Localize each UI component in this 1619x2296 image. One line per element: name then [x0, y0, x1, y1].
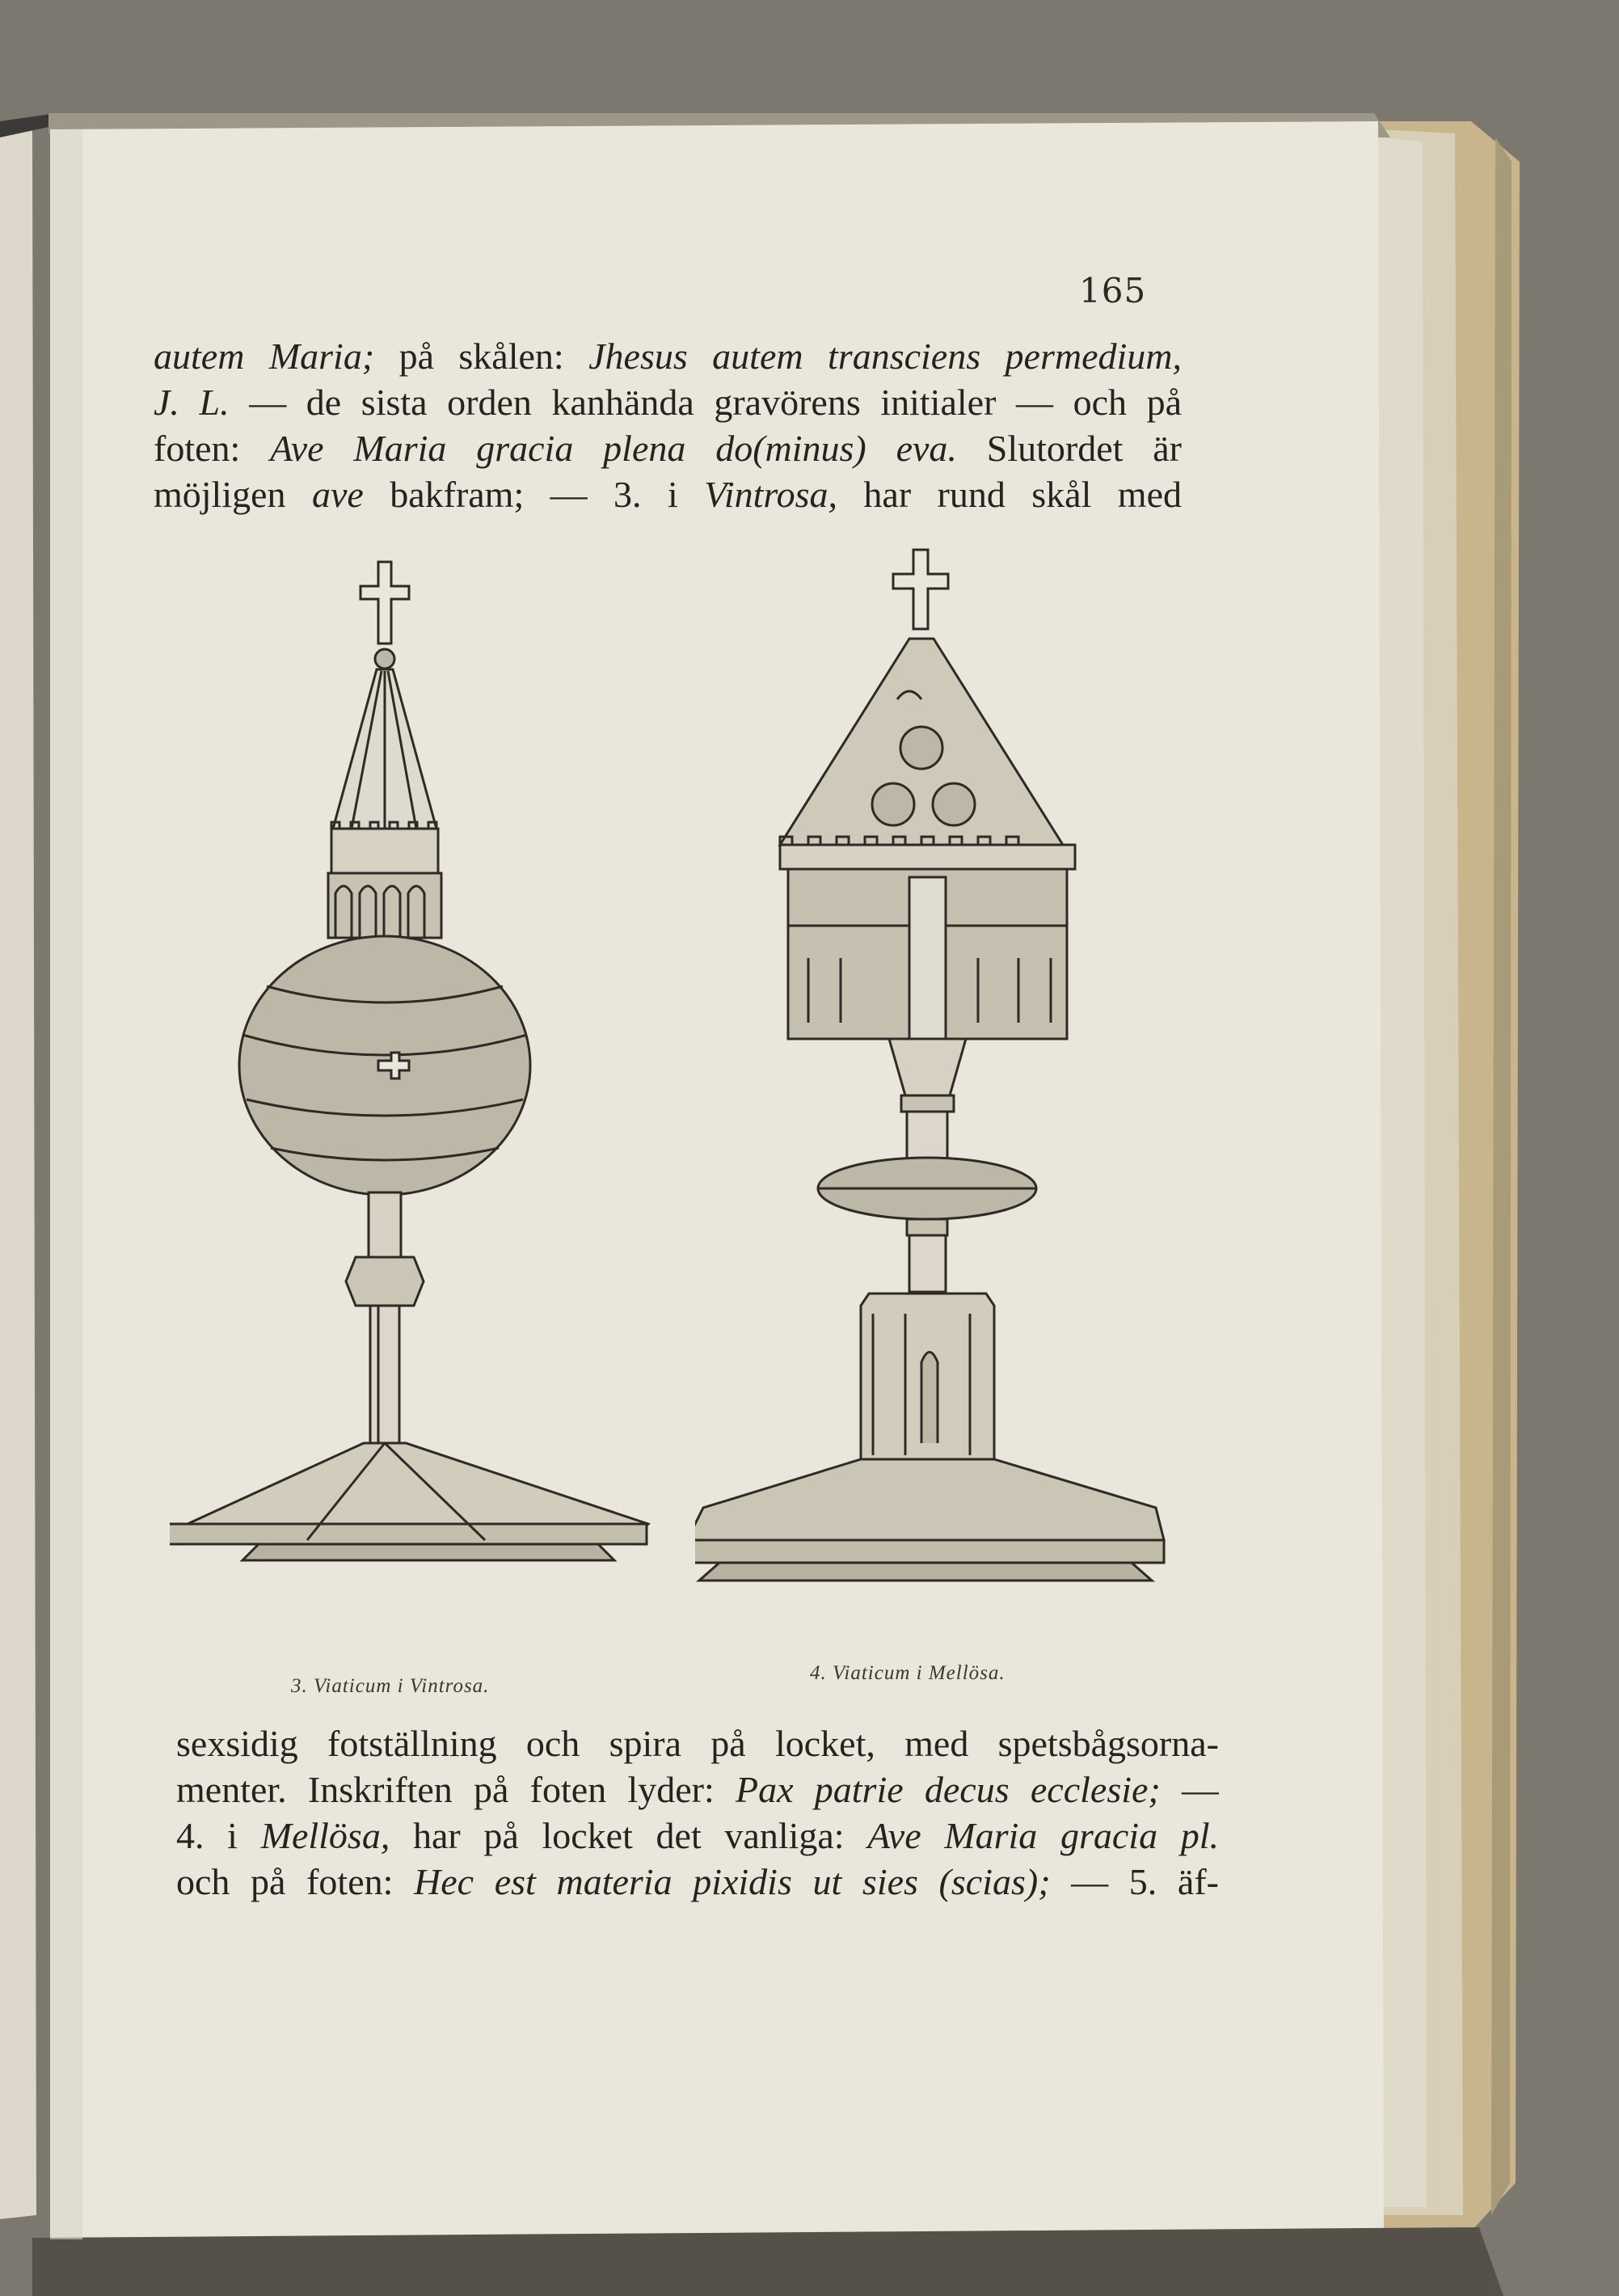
roman-text: foten: — [154, 428, 271, 469]
roman-text: på skålen: — [374, 336, 589, 377]
roman-text: — de sista orden kanhända gravörens initialer — och på — [229, 382, 1182, 423]
text-line-8 — [176, 1859, 1219, 1905]
text-line-5 — [176, 1720, 1219, 1766]
roman-text: bakfram; — 3. i — [363, 474, 705, 515]
italic-text: Vintrosa, — [704, 474, 837, 515]
roman-text: — 5. äf- — [1050, 1861, 1219, 1902]
italic-text: Jhesus autem transciens permedium, — [588, 336, 1182, 377]
italic-text: ave — [311, 474, 364, 515]
italic-text: Ave Maria gracia plena do(minus) eva. — [270, 428, 957, 469]
text-line-3 — [154, 425, 1182, 471]
top-paragraph — [154, 333, 1182, 517]
text-line-2 — [154, 379, 1182, 425]
caption-right: 4. Viaticum i Mellösa. — [810, 1662, 1006, 1684]
roman-text: och på foten: — [176, 1861, 415, 1902]
roman-text: har på locket det vanliga: — [390, 1815, 868, 1856]
roman-text: sexsidig fotställning och spira på locket, med spetsbågsorna- — [176, 1723, 1219, 1764]
roman-text: menter. Inskriften på foten lyder: — [176, 1769, 736, 1810]
text-line-1 — [154, 333, 1182, 379]
italic-text: Mellösa, — [260, 1815, 390, 1856]
figure-viaticum-vintrosa — [170, 550, 663, 1657]
caption-left: 3. Viaticum i Vintrosa. — [291, 1675, 490, 1697]
roman-text: 4. i — [176, 1815, 261, 1856]
page-number: 165 — [1079, 271, 1147, 310]
text-line-4 — [154, 471, 1182, 517]
text-line-7 — [176, 1813, 1219, 1859]
roman-text: har rund skål med — [837, 474, 1182, 515]
italic-text: Pax patrie decus ecclesie; — [736, 1769, 1161, 1810]
italic-text: Ave Maria gracia pl. — [867, 1815, 1219, 1856]
roman-text: Slutordet är — [956, 428, 1182, 469]
italic-text: Hec est materia pixidis ut sies (scias); — [414, 1861, 1051, 1902]
bottom-paragraph — [176, 1720, 1219, 1905]
figure-viaticum-mellosa — [695, 538, 1212, 1653]
text-line-6 — [176, 1766, 1219, 1813]
italic-text: autem Maria; — [154, 336, 375, 377]
roman-text: — — [1160, 1769, 1219, 1810]
italic-text: J. L. — [154, 382, 230, 423]
roman-text: möjligen — [154, 474, 312, 515]
